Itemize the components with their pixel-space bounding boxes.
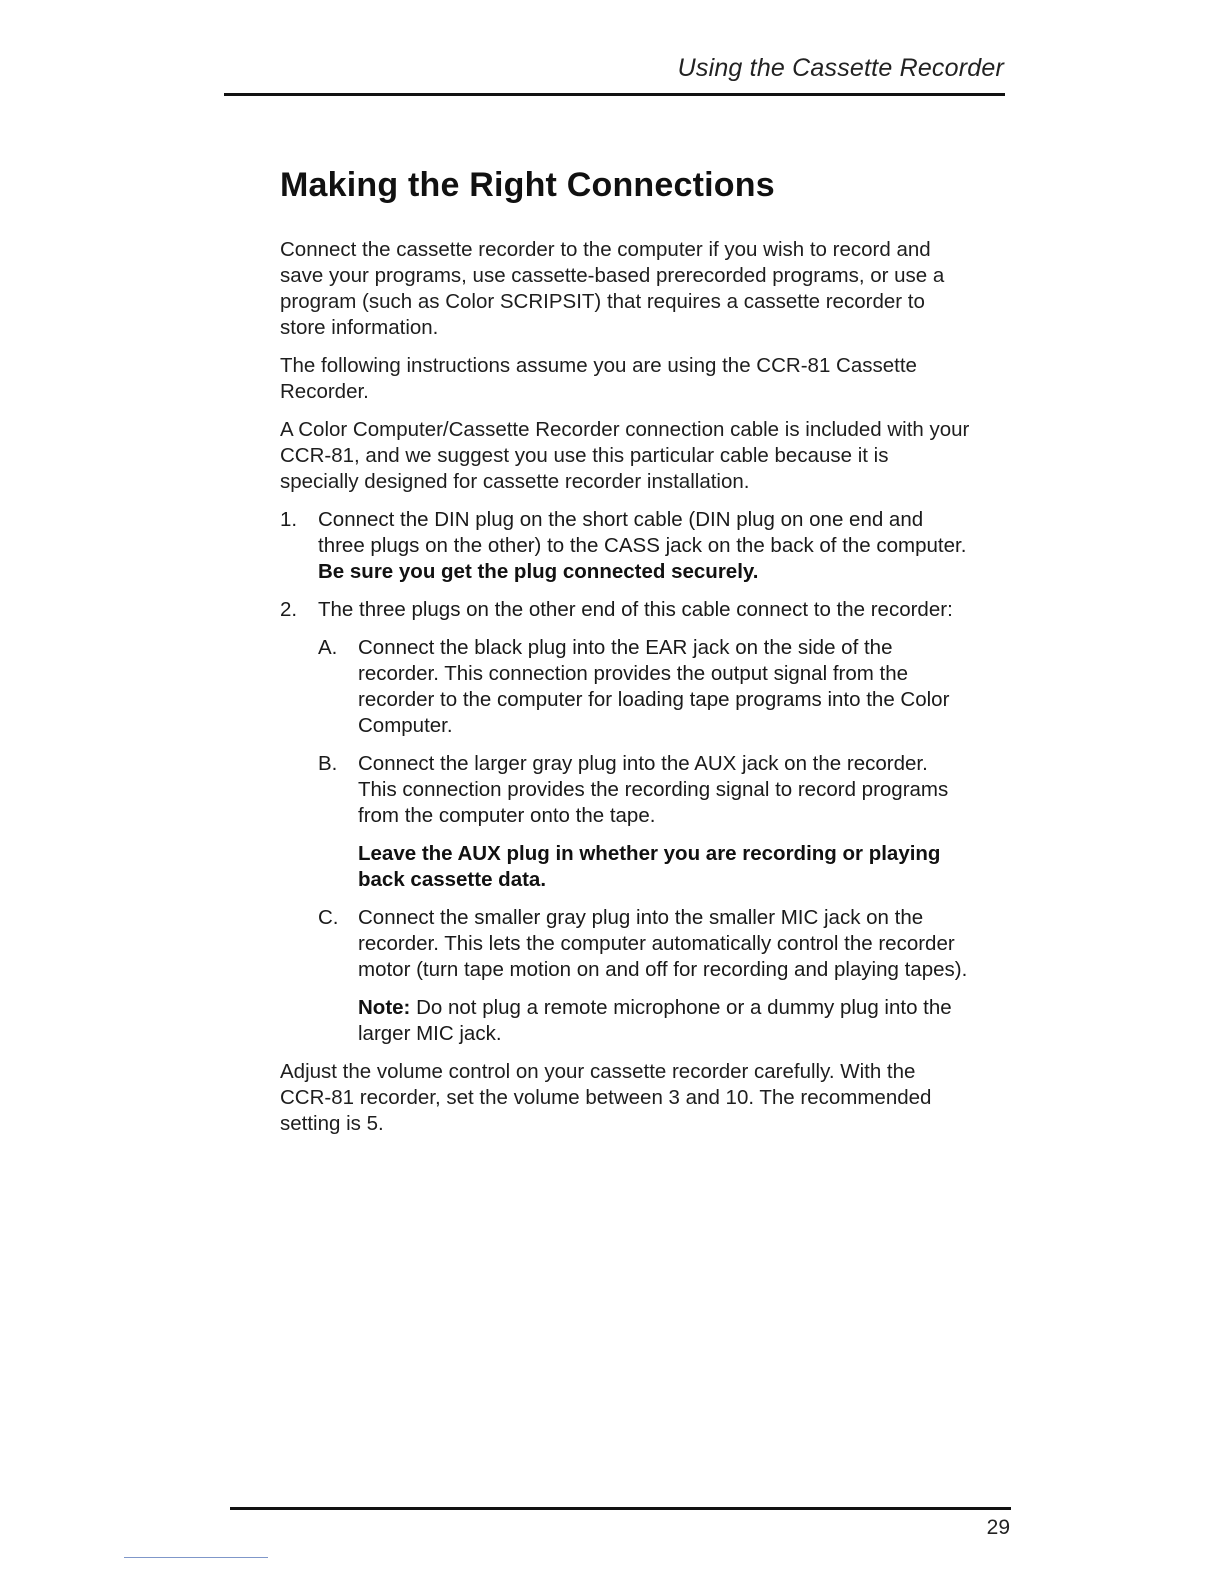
- substep-marker: A.: [318, 635, 338, 659]
- step-marker: 2.: [280, 597, 298, 621]
- step-2: [280, 597, 970, 623]
- running-header-title: Using the Cassette Recorder: [677, 54, 1004, 82]
- closing-paragraph: Adjust the volume control on your cassette recorder carefully. With the CCR-81 recorder, set the volume between 3 and 10. The recommended setting is 5.: [280, 1059, 932, 1135]
- substep-c-text: Connect the smaller gray plug into the smaller MIC jack on the recorder. This lets the computer automatically control the recorder motor (turn tape motion on and off for recording and playing tapes).: [358, 905, 968, 981]
- step-1: [280, 507, 970, 585]
- step-2-substeps: [318, 635, 970, 1047]
- substep-marker: C.: [318, 905, 339, 929]
- substep-marker: B.: [318, 751, 338, 775]
- step-1-emphasis: Be sure you get the plug connected securely.: [318, 559, 759, 583]
- step-marker: 1.: [280, 507, 298, 531]
- substep-a-text: Connect the black plug into the EAR jack on the side of the recorder. This connection provides the output signal from the recorder to the computer for loading tape programs into the Color Computer.: [358, 635, 950, 737]
- substep-a: [318, 635, 970, 739]
- intro-paragraph-2: The following instructions assume you are using the CCR-81 Cassette Recorder.: [280, 353, 917, 403]
- page-number: 29: [986, 1516, 1010, 1539]
- substep-b: [318, 751, 970, 829]
- intro-paragraph-1: Connect the cassette recorder to the computer if you wish to record and save your programs, use cassette-based prerecorded programs, or use a program (such as Color SCRIPSIT) that requires a cassette recorder to store information.: [280, 237, 945, 339]
- substep-c: [318, 905, 970, 983]
- substep-b-text: Connect the larger gray plug into the AUX jack on the recorder. This connection provides the recording signal to record programs from the computer onto the tape.: [358, 751, 949, 827]
- note-text: Do not plug a remote microphone or a dummy plug into the larger MIC jack.: [358, 995, 952, 1045]
- footer-rule: [230, 1507, 1011, 1510]
- section-heading: Making the Right Connections: [280, 166, 775, 204]
- step-2-text: The three plugs on the other end of this cable connect to the recorder:: [318, 597, 953, 621]
- intro-paragraph-3: A Color Computer/Cassette Recorder connection cable is included with your CCR-81, and we suggest you use this particular cable because it is specially designed for cassette recorder installation.: [280, 417, 970, 493]
- step-1-text: Connect the DIN plug on the short cable (DIN plug on one end and three plugs on the other) to the CASS jack on the back of the computer.: [318, 507, 967, 557]
- substep-b-bold-note: [358, 841, 970, 893]
- aux-plug-warning: Leave the AUX plug in whether you are recording or playing back cassette data.: [358, 841, 941, 891]
- substep-c-note: [358, 995, 970, 1047]
- page-content: [280, 164, 970, 1149]
- header-rule: [224, 93, 1005, 96]
- scan-edge-mark: [124, 1557, 268, 1558]
- note-label: Note:: [358, 995, 411, 1019]
